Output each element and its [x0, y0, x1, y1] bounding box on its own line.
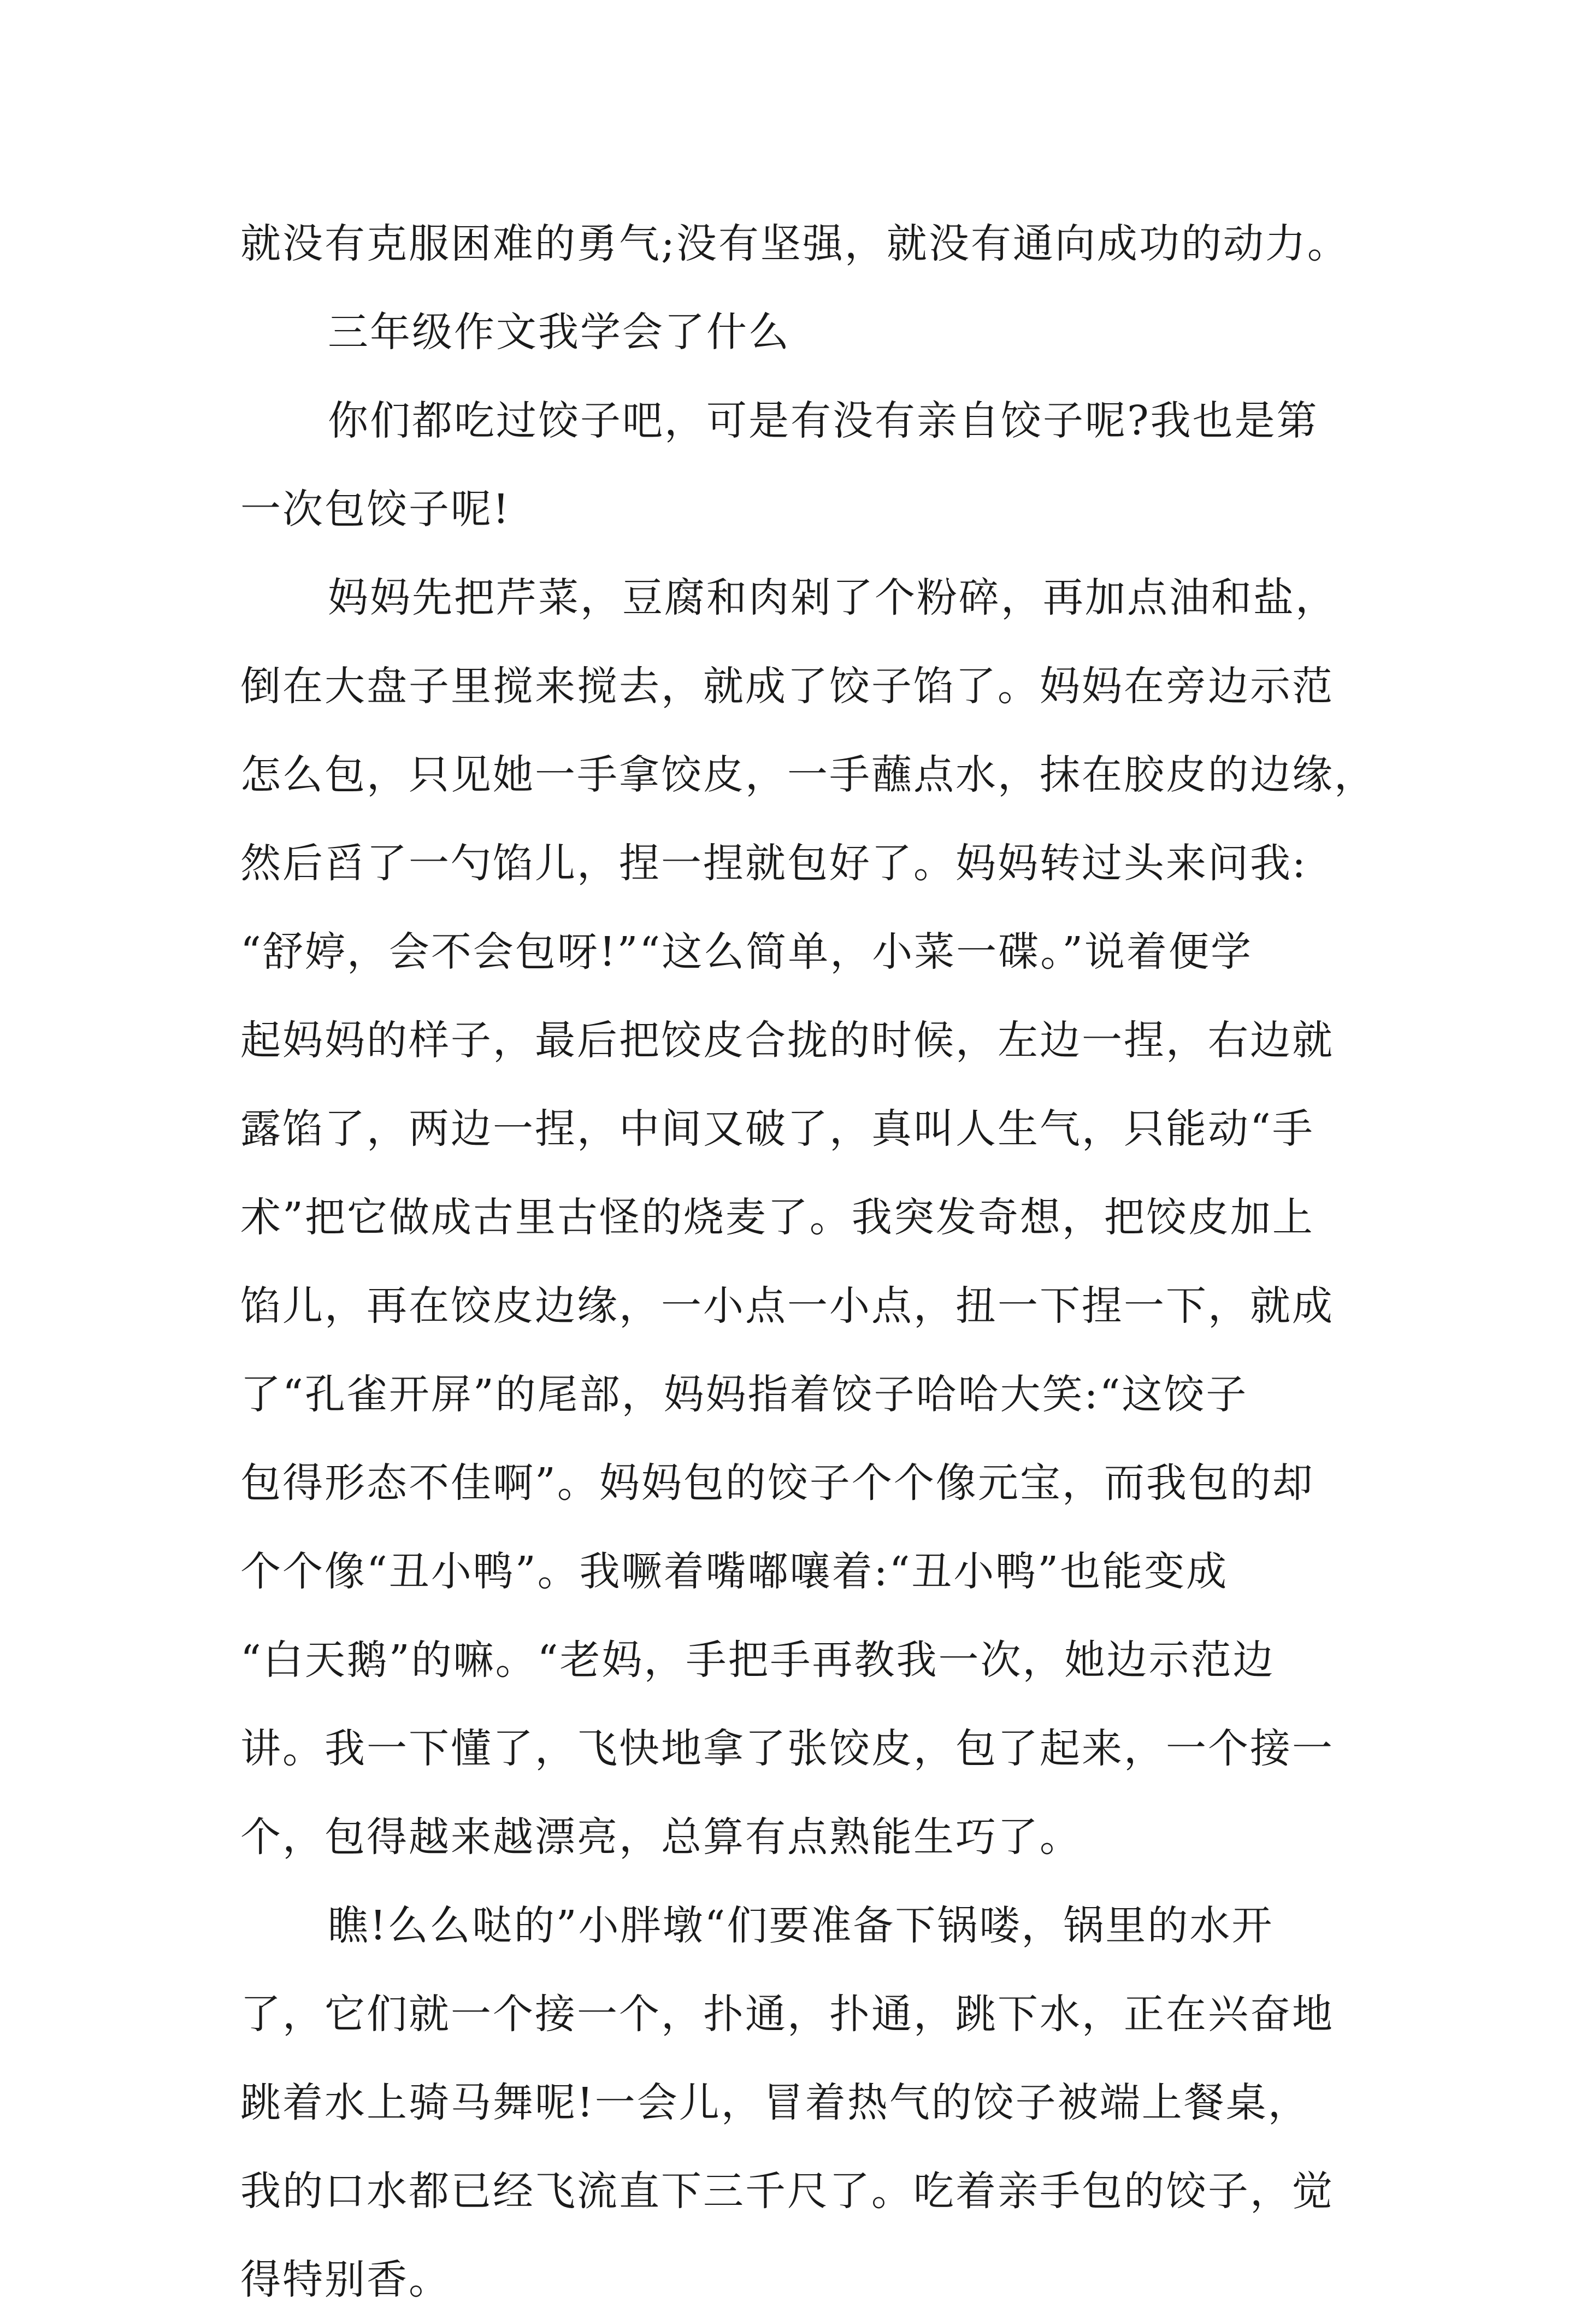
text-line: 了，它们就一个接一个，扑通，扑通，跳下水，正在兴奋地 — [240, 1991, 1334, 2038]
text-line: 术”把它做成古里古怪的烧麦了。我突发奇想，把饺皮加上 — [240, 1194, 1314, 1241]
essay-title: 三年级作文我学会了什么 — [328, 309, 790, 356]
text-line: 个个像“丑小鸭”。我噘着嘴嘟嚷着:“丑小鸭”也能变成 — [240, 1548, 1229, 1595]
text-line: 妈妈先把芹菜，豆腐和肉剁了个粉碎，再加点油和盐， — [328, 574, 1337, 621]
text-line: 个，包得越来越漂亮，总算有点熟能生巧了。 — [240, 1814, 1082, 1861]
text-line: 起妈妈的样子，最后把饺皮合拢的时候，左边一捏，右边就 — [240, 1017, 1334, 1064]
text-line: 讲。我一下懂了，飞快地拿了张饺皮，包了起来，一个接一 — [240, 1725, 1334, 1772]
text-line: “白天鹅”的嘛。“老妈，手把手再教我一次，她边示范边 — [240, 1637, 1275, 1684]
text-line: 一次包饺子呢! — [240, 486, 511, 533]
text-line: 我的口水都已经飞流直下三千尺了。吃着亲手包的饺子，觉 — [240, 2168, 1334, 2215]
text-line: 瞧!么么哒的”小胖墩“们要准备下锅喽，锅里的水开 — [328, 1902, 1274, 1949]
text-line: 怎么包，只见她一手拿饺皮，一手蘸点水，抹在胶皮的边缘， — [240, 751, 1376, 798]
essay-text — [240, 199, 1376, 2324]
text-line: 得特别香。 — [240, 2256, 451, 2303]
text-line: 倒在大盘子里搅来搅去，就成了饺子馅了。妈妈在旁边示范 — [240, 663, 1334, 710]
text-line: 就没有克服困难的勇气;没有坚强，就没有通向成功的动力。 — [240, 220, 1349, 267]
text-line: 露馅了，两边一捏，中间又破了，真叫人生气，只能动“手 — [240, 1105, 1314, 1152]
text-line: “舒婷，会不会包呀!”“这么简单，小菜一碟。”说着便学 — [240, 928, 1253, 975]
text-line: 然后舀了一勺馅儿，捏一捏就包好了。妈妈转过头来问我: — [240, 840, 1307, 887]
text-line: 馅儿，再在饺皮边缘，一小点一小点，扭一下捏一下，就成 — [240, 1282, 1334, 1329]
text-line: 了“孔雀开屏”的尾部，妈妈指着饺子哈哈大笑:“这饺子 — [240, 1371, 1248, 1418]
text-line: 跳着水上骑马舞呢!一会儿，冒着热气的饺子被端上餐桌， — [240, 2079, 1310, 2126]
text-line: 包得形态不佳啊”。妈妈包的饺子个个像元宝，而我包的却 — [240, 1460, 1314, 1507]
text-line: 你们都吃过饺子吧，可是有没有亲自饺子呢?我也是第 — [328, 397, 1319, 444]
